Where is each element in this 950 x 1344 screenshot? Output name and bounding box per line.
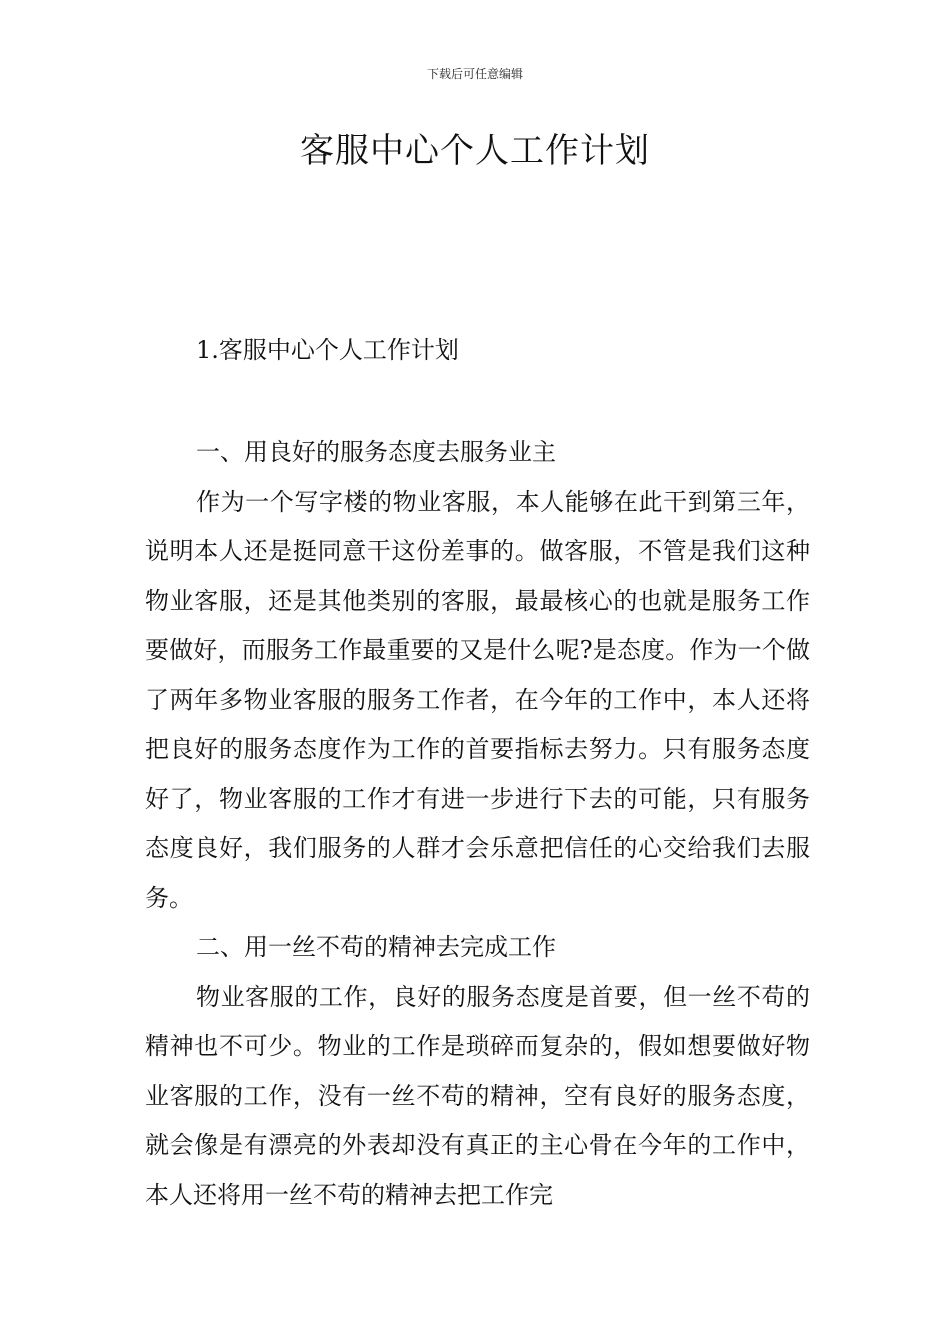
- heading-two: 二、用一丝不苟的精神去完成工作: [196, 933, 556, 961]
- header-note: 下载后可任意编辑: [426, 67, 523, 81]
- document-title: 客服中心个人工作计划: [300, 131, 650, 171]
- paragraph-one: 作为一个写字楼的物业客服，本人能够在此干到第三年，说明本人还是挺同意干这份差事的。做客服，不管是我们这种物业客服，还是其他类别的客服，最最核心的也就是服务工作要做好，而服务工作最重要的又是什么呢?是态度。作为一个做了两年多物业客服的服务工作者，在今年的工作中，本人还将把良好的服务态度作为工作的首要指标去努力。只有服务态度好了，物业客服的工作才有进一步进行下去的可能，只有服务态度良好，我们服务的人群才会乐意把信任的心交给我们去服务。: [145, 487, 810, 912]
- document-body: [145, 428, 810, 1220]
- paragraph-two: 物业客服的工作，良好的服务态度是首要，但一丝不苟的精神也不可少。物业的工作是琐碎而复杂的，假如想要做好物业客服的工作，没有一丝不苟的精神，空有良好的服务态度，就会像是有漂亮的外表却没有真正的主心骨在今年的工作中，本人还将用一丝不苟的精神去把工作完: [145, 982, 810, 1209]
- heading-one: 一、用良好的服务态度去服务业主: [196, 438, 556, 466]
- section-title: 1.客服中心个人工作计划: [196, 336, 459, 364]
